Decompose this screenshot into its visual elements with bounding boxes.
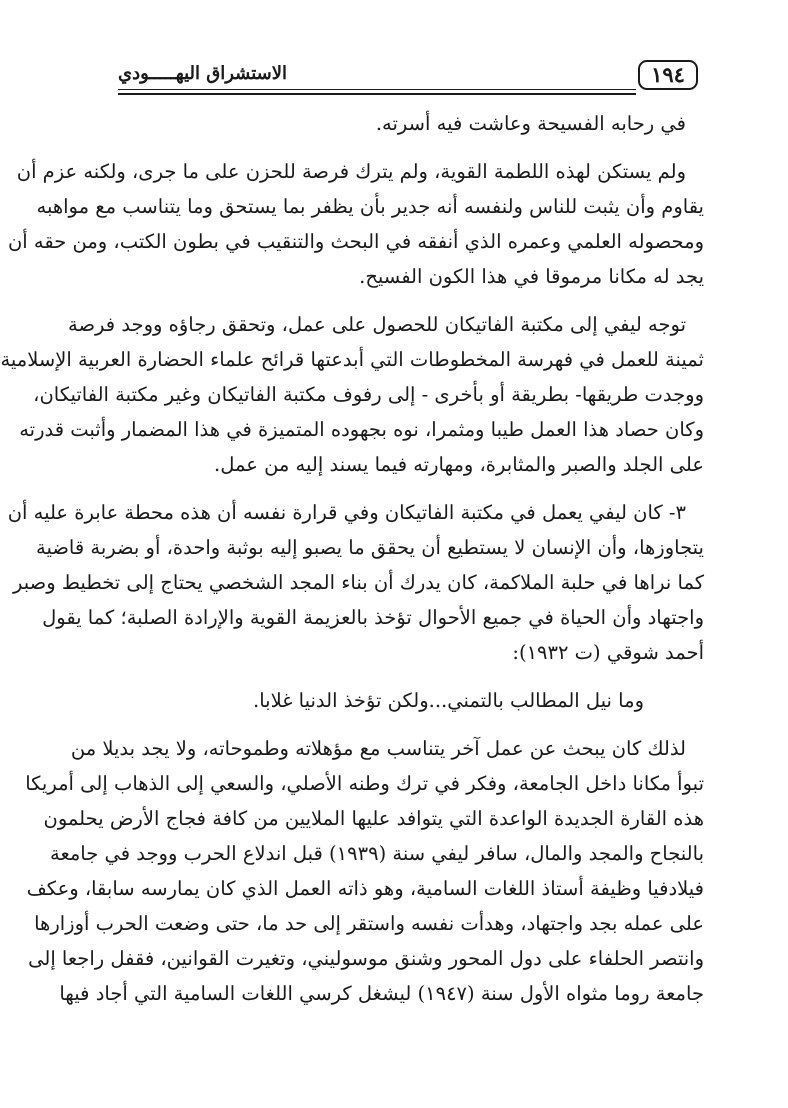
text-line: ووجدت طريقها- بطريقة أو بأخرى - إلى رفوف مكتبة الفاتيكان وغير مكتبة الفاتيكان،	[33, 383, 704, 406]
text-line: بالنجاح والمجد والمال، سافر ليفي سنة (١٩٣٩) قبل اندلاع الحرب ووجد في جامعة	[49, 842, 704, 865]
text-line: وكان حصاد هذا العمل طيبا ومثمرا، نوه بجهوده المتميزة في هذا المضمار وأثبت قدرته	[19, 418, 704, 441]
paragraph	[7, 495, 704, 670]
verse-quote	[108, 683, 704, 718]
paragraph	[7, 154, 704, 294]
running-header	[118, 58, 698, 98]
text-line: توجه ليفي إلى مكتبة الفاتيكان للحصول على عمل، وتحقق رجاؤه ووجد فرصة	[68, 313, 686, 336]
text-line: كما نراها في حلبة الملاكمة، كان يدرك أن بناء المجد الشخصي يحتاج إلى تخطيط وصبر	[13, 571, 704, 594]
text-line: لذلك كان يبحث عن عمل آخر يتناسب مع مؤهلاته وطموحاته، ولا يجد بديلا من	[70, 737, 686, 760]
text-line: فيلادفيا وظيفة أستاذ اللغات السامية، وهو ذاته العمل الذي كان يمارسه سابقا، وعكف	[26, 877, 704, 900]
header-rule-thick	[118, 93, 636, 95]
running-title: الاستشراق اليهـــــودي	[118, 63, 287, 84]
paragraph	[108, 106, 704, 141]
paragraph	[0, 307, 704, 482]
page-number: ١٩٤	[638, 60, 698, 90]
text-line: جامعة روما مثواه الأول سنة (١٩٤٧) ليشغل كرسي اللغات السامية التي أجاد فيها	[59, 982, 704, 1005]
text-line: يجد له مكانا مرموقا في هذا الكون الفسيح.	[359, 265, 704, 288]
text-line: يتجاوزها، وأن الإنسان لا يستطيع أن يحقق ما يصبو إليه بوثبة واحدة، أو بضربة قاضية	[36, 536, 704, 559]
text-line: على عمله بجد واجتهاد، وهدأت نفسه واستقر إلى حد ما، حتى وضعت الحرب أوزارها	[34, 912, 704, 935]
text-line: وانتصر الحلفاء على دول المحور وشنق موسوليني، وتغيرت القوانين، فقفل راجعا إلى	[28, 947, 704, 970]
text-line: ٣- كان ليفي يعمل في مكتبة الفاتيكان وفي قرارة نفسه أن هذه محطة عابرة عليه أن	[7, 501, 686, 524]
text-line: أحمد شوقي (ت ١٩٣٢):	[512, 641, 704, 664]
text-line: تبوأ مكانا داخل الجامعة، وفكر في ترك وطنه الأصلي، والسعي إلى الذهاب إلى أمريكا	[25, 772, 704, 795]
text-line: على الجلد والصبر والمثابرة، ومهارته فيما يسند إليه من عمل.	[214, 453, 704, 476]
text-line: ومحصوله العلمي وعمره الذي أنفقه في البحث والتنقيب في بطون الكتب، ومن حقه أن	[7, 230, 704, 253]
paragraph	[25, 731, 704, 1011]
text-line: ولم يستكن لهذه اللطمة القوية، ولم يترك فرصة للحزن على ما جرى، ولكنه عزم أن	[16, 160, 686, 183]
header-rule-thin	[118, 89, 636, 90]
text-line: يقاوم وأن يثبت للناس ولنفسه أنه جدير بأن يظفر بما يستحق وما يتناسب مع مواهبه	[36, 195, 704, 218]
text-line: في رحابه الفسيحة وعاشت فيه أسرته.	[375, 112, 686, 135]
text-line: واجتهاد وأن الحياة في جميع الأحوال تؤخذ بالعزيمة القوية والإرادة الصلبة؛ كما يقول	[42, 606, 704, 629]
text-line: وما نيل المطالب بالتمني...ولكن تؤخذ الدنيا غلابا.	[253, 689, 644, 712]
text-line: هذه القارة الجديدة الواعدة التي يتوافد عليها الملايين من كافة فجاج الأرض يحلمون	[43, 807, 704, 830]
text-line: ثمينة للعمل في فهرسة المخطوطات التي أبدعتها قرائح علماء الحضارة العربية الإسلامية	[0, 348, 704, 371]
page-body	[0, 106, 704, 1024]
